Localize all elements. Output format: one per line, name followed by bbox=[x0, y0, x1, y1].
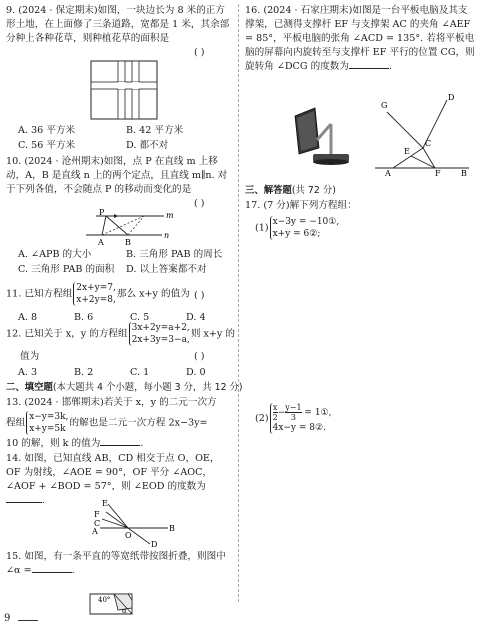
q17-part2-frac2 bbox=[285, 403, 301, 422]
q10-label-b: B bbox=[125, 238, 131, 247]
q17-part2-system bbox=[270, 403, 332, 434]
q17-part1-eq1: x−3y = −10①, bbox=[272, 217, 340, 227]
q17-part2-label: (2) bbox=[255, 413, 269, 424]
question-17 bbox=[245, 199, 477, 213]
q14-answer-blank[interactable] bbox=[6, 502, 42, 503]
q10-option-b: B. 三角形 PAB 的周长 bbox=[126, 249, 223, 260]
q14-label-c: C bbox=[94, 519, 101, 528]
q12-intro: 已知关于 x，y 的方程组 bbox=[24, 328, 128, 340]
q16-answer-blank[interactable] bbox=[349, 68, 389, 69]
q12-option-c: C. 1 bbox=[130, 367, 150, 378]
q10-source: (2024 · 沧州期末) bbox=[24, 156, 104, 167]
q11-option-d: D. 4 bbox=[186, 312, 206, 323]
q13-source: (2024 · 邯郸期末) bbox=[24, 397, 104, 408]
q12-system bbox=[129, 322, 190, 346]
q12-option-d: D. 0 bbox=[186, 367, 206, 378]
q11-intro: 已知方程组 bbox=[24, 288, 73, 300]
section-fill-in bbox=[6, 381, 243, 395]
q11-eq2: x+2y=8, bbox=[76, 295, 116, 305]
q14-number: 14. bbox=[6, 453, 22, 464]
q15-answer-blank[interactable] bbox=[32, 572, 72, 573]
page-number-rule bbox=[18, 620, 38, 621]
q17-frac1-den: 2 bbox=[272, 413, 278, 422]
q13-eq1: x−y=3k, bbox=[29, 412, 69, 422]
section3-title: 三、解答题 bbox=[245, 185, 292, 196]
q17-frac2-num: y−1 bbox=[285, 403, 302, 412]
q10-label-a: A bbox=[98, 238, 104, 247]
q16-label-e: E bbox=[404, 147, 410, 156]
q13-answer-blank[interactable] bbox=[100, 445, 140, 446]
q12-eq2: 2x+3y=3−a, bbox=[131, 335, 190, 345]
q16-source: (2024 · 石家庄期末) bbox=[263, 5, 353, 16]
q10-parallel-lines-figure bbox=[84, 209, 174, 249]
q10-label-p: P bbox=[99, 209, 105, 217]
q10-option-c: C. 三角形 PAB 的面积 bbox=[18, 264, 115, 275]
q16-label-d: D bbox=[448, 93, 455, 102]
q13-eq2: x+y=5k bbox=[29, 424, 66, 434]
q17-minus: − bbox=[277, 408, 286, 418]
q9-text: 如图，一块边长为 8 米的正方形土地，在上面修了三条道路，宽都是 1 米，其余部分种上各种花草，则种植花草的面积是 bbox=[6, 5, 230, 44]
q17-number: 17. bbox=[245, 200, 261, 211]
question-10 bbox=[6, 155, 232, 197]
q12-option-b: B. 2 bbox=[74, 367, 94, 378]
q17-frac1-num: x bbox=[272, 403, 278, 412]
q17-part2-eq1 bbox=[273, 403, 332, 422]
q15-label-40deg: 40° bbox=[98, 596, 111, 604]
q14-label-e: E bbox=[102, 500, 108, 508]
q9-answer-paren: ( ) bbox=[194, 47, 205, 58]
q10-option-a: A. ∠APB 的大小 bbox=[18, 249, 92, 260]
q16-number: 16. bbox=[245, 5, 261, 16]
q15-text: 如图，有一条平直的等宽纸带按图折叠，则图中 ∠α = bbox=[6, 551, 226, 576]
q13-intro: 程组 bbox=[6, 417, 26, 429]
q10-label-m: m bbox=[166, 211, 174, 220]
q14-text: 如图，已知直线 AB，CD 相交于点 O，OE，OF 为射线，∠AOE = 90°，OF 平分 ∠AOC，∠AOF + ∠BOD = 57°，则 ∠EOD 的度数为 bbox=[6, 453, 220, 492]
q14-label-d: D bbox=[151, 540, 158, 548]
q10-option-d: D. 以上答案都不对 bbox=[126, 264, 207, 275]
q17-text: 解下列方程组： bbox=[289, 200, 357, 211]
q11-eq1: 2x+y=7, bbox=[76, 283, 116, 293]
q10-label-n: n bbox=[164, 231, 170, 240]
q15-label-alpha: α bbox=[122, 607, 127, 615]
q17-part-1 bbox=[255, 216, 477, 240]
q16-label-g: G bbox=[381, 101, 388, 110]
q14-label-o: O bbox=[125, 531, 132, 540]
q16-tablet-stand-image bbox=[287, 100, 353, 168]
question-13 bbox=[6, 396, 232, 410]
q11-system bbox=[73, 282, 116, 306]
q16-period: . bbox=[389, 61, 393, 72]
q12-answer-paren: ( ) bbox=[194, 351, 205, 362]
q17-part2-eq2: 4x−y = 8②. bbox=[272, 423, 326, 433]
q9-option-b: B. 42 平方米 bbox=[126, 125, 184, 136]
q13-text-1: 若关于 x，y 的二元一次方 bbox=[103, 397, 217, 408]
q17-frac2-den: 3 bbox=[290, 413, 296, 422]
section2-title: 二、填空题 bbox=[6, 382, 53, 393]
q11-number: 11. bbox=[6, 288, 22, 300]
q12-option-a: A. 3 bbox=[18, 367, 38, 378]
q11-answer-paren: ( ) bbox=[194, 290, 205, 301]
q12-number: 12. bbox=[6, 328, 22, 340]
q15-folded-strip-figure bbox=[88, 586, 138, 616]
q9-source: (2024 · 保定期末) bbox=[18, 5, 98, 16]
q12-value-label: 值为 bbox=[20, 351, 40, 362]
q11-option-a: A. 8 bbox=[18, 312, 38, 323]
q13-period: . bbox=[140, 438, 144, 449]
q14-label-a: A bbox=[92, 527, 98, 536]
q16-label-c: C bbox=[425, 139, 432, 148]
q16-label-a: A bbox=[385, 169, 391, 176]
q14-label-b: B bbox=[169, 524, 175, 533]
q17-part1-eq2: x+y = 6②; bbox=[272, 229, 321, 239]
q15-period: . bbox=[71, 565, 75, 576]
q13-text-2: 的解也是二元一次方程 2x−3y= bbox=[69, 417, 208, 429]
q9-option-a: A. 36 平方米 bbox=[18, 125, 76, 136]
column-divider bbox=[238, 4, 240, 602]
q17-part-2 bbox=[255, 403, 477, 434]
q12-eq1: 3x+2y=a+2, bbox=[131, 323, 190, 333]
q10-text: 如图，点 P 在直线 m 上移动，A，B 是直线 n 上的两个定点，且直线 m∥n. 对于下列各值，不会随点 P 的移动而变化的是 bbox=[6, 156, 228, 195]
q12-question: 则 x+y 的 bbox=[190, 328, 235, 340]
q13-text-3: 10 的解，则 k 的值为 bbox=[6, 438, 101, 449]
q16-angle-figure bbox=[371, 92, 475, 176]
question-9 bbox=[6, 4, 232, 46]
q17-part2-rhs: = 1①, bbox=[304, 408, 332, 418]
q14-label-f: F bbox=[94, 510, 100, 519]
q13-number: 13. bbox=[6, 397, 22, 408]
q10-number: 10. bbox=[6, 156, 22, 167]
q13-line-3 bbox=[6, 437, 232, 451]
q16-text: 如图是一台平板电脑及其支撑架，已测得支撑杆 EF 与支撑架 AC 的夹角 ∠AEF = 85°，平板电脑的张角 ∠ACD = 135°. 若将平板电脑的屏幕向内旋转至与支撑杆 EF 平行的位置 CG，则旋转角 ∠DCG 的度数为 bbox=[245, 5, 475, 72]
section2-note: (本大题共 4 个小题，每小题 3 分，共 12 分) bbox=[52, 382, 243, 393]
section-solutions bbox=[245, 184, 477, 198]
q9-option-c: C. 56 平方米 bbox=[18, 140, 76, 151]
q14-angle-figure bbox=[88, 500, 178, 548]
q11-question: 那么 x+y 的值为 bbox=[116, 288, 190, 300]
q9-option-d: D. 都不对 bbox=[126, 140, 169, 151]
q13-line-2 bbox=[6, 411, 232, 435]
page-number: 9 bbox=[4, 613, 11, 624]
q11-option-c: C. 5 bbox=[130, 312, 150, 323]
q9-field-figure bbox=[90, 60, 160, 122]
q17-part1-system bbox=[270, 216, 340, 240]
q15-number: 15. bbox=[6, 551, 22, 562]
q13-system bbox=[26, 411, 68, 435]
question-12 bbox=[6, 322, 235, 346]
q17-part1-label: (1) bbox=[255, 222, 269, 234]
question-16 bbox=[245, 4, 477, 74]
q11-option-b: B. 6 bbox=[74, 312, 94, 323]
q16-label-b: B bbox=[461, 169, 467, 176]
question-15 bbox=[6, 550, 232, 578]
q9-number: 9. bbox=[6, 5, 16, 16]
q17-score: (7 分) bbox=[263, 200, 290, 211]
q14-period: . bbox=[42, 495, 46, 506]
section3-note: (共 72 分) bbox=[291, 185, 336, 196]
q16-label-f: F bbox=[435, 169, 441, 176]
q10-answer-paren: ( ) bbox=[194, 198, 205, 209]
